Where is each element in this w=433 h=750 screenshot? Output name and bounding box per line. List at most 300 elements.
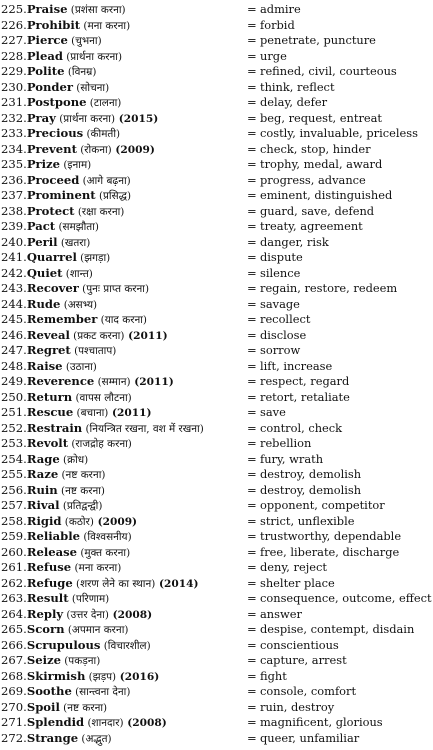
vocab-row — [0, 591, 433, 607]
vocab-row — [0, 452, 433, 468]
entry-word: Pierce — [26, 33, 68, 47]
vocab-row — [0, 421, 433, 437]
entry-synonyms: urge — [260, 48, 287, 63]
vocab-row — [0, 266, 433, 282]
entry-hindi-meaning: (पुनः प्राप्त करना) — [78, 283, 150, 295]
vocab-term — [1, 49, 245, 66]
vocab-term — [1, 235, 245, 252]
entry-number: 237. — [1, 188, 27, 202]
vocab-term — [1, 715, 245, 732]
vocab-term — [1, 607, 245, 624]
vocab-row — [0, 405, 433, 421]
vocab-term — [1, 359, 245, 376]
entry-hindi-meaning: (याद करना) — [97, 314, 147, 326]
entry-word: Rescue — [26, 405, 74, 419]
entry-number: 253. — [1, 436, 27, 450]
entry-hindi-meaning: (रोकना) — [76, 143, 112, 156]
entry-exam-year: (2011) — [124, 329, 168, 342]
entry-number: 226. — [1, 17, 27, 32]
entry-synonyms: fury, wrath — [260, 451, 324, 466]
entry-synonyms: penetrate, puncture — [260, 33, 376, 47]
entry-hindi-meaning: (प्रार्थना करना) — [62, 50, 123, 63]
entry-word: Rival — [26, 498, 60, 512]
vocab-term — [1, 653, 245, 670]
vocab-term — [1, 498, 245, 515]
vocab-row — [0, 80, 433, 96]
entry-word: Remember — [26, 312, 98, 326]
entry-synonyms: savage — [260, 296, 300, 311]
vocab-row — [0, 18, 433, 34]
entry-word: Scorn — [26, 622, 65, 636]
equals-sign: = — [247, 715, 257, 729]
entry-number: 238. — [1, 203, 27, 218]
equals-sign: = — [247, 188, 257, 202]
equals-sign: = — [247, 343, 257, 357]
entry-hindi-meaning: (प्रार्थना करना) — [55, 112, 116, 125]
entry-word: Ponder — [26, 79, 73, 94]
vocab-term — [1, 2, 245, 19]
entry-synonyms: strict, unflexible — [260, 513, 355, 528]
entry-number: 249. — [1, 374, 27, 388]
vocab-row — [0, 126, 433, 142]
entry-word: Release — [26, 544, 78, 559]
entry-number: 242. — [1, 265, 27, 280]
entry-word: Reply — [26, 606, 64, 621]
equals-sign: = — [247, 157, 257, 171]
equals-sign: = — [247, 265, 257, 280]
entry-hindi-meaning: (कठोर) — [61, 515, 94, 528]
entry-hindi-meaning: (परिणाम) — [68, 593, 110, 605]
entry-synonyms: disclose — [260, 327, 307, 342]
equals-sign: = — [247, 79, 257, 94]
vocab-term — [1, 266, 245, 283]
entry-synonyms: costly, invaluable, priceless — [260, 126, 418, 140]
entry-word: Strange — [26, 730, 79, 745]
vocab-term — [1, 436, 245, 453]
equals-sign: = — [247, 668, 257, 683]
vocab-row — [0, 328, 433, 344]
entry-hindi-meaning: (मना करना) — [80, 19, 131, 32]
equals-sign: = — [247, 405, 257, 419]
entry-number: 256. — [1, 482, 27, 497]
entry-hindi-meaning: (अद्भुत) — [78, 732, 112, 745]
equals-sign: = — [247, 684, 257, 698]
vocab-row — [0, 514, 433, 530]
entry-word: Peril — [26, 234, 58, 249]
entry-number: 263. — [1, 591, 27, 605]
entry-synonyms: shelter place — [260, 575, 335, 590]
vocab-row — [0, 188, 433, 204]
equals-sign: = — [247, 203, 257, 218]
entry-hindi-meaning: (मुक्त करना) — [77, 546, 131, 559]
entry-hindi-meaning: (विचारशील) — [100, 639, 151, 652]
entry-synonyms: consequence, outcome, effect — [260, 591, 432, 605]
vocab-row — [0, 2, 433, 18]
entry-number: 240. — [1, 234, 27, 249]
vocab-row — [0, 483, 433, 499]
entry-hindi-meaning: (शरण लेने का स्थान) — [72, 577, 156, 590]
entry-number: 232. — [1, 110, 27, 125]
entry-number: 231. — [1, 95, 27, 109]
vocab-row — [0, 49, 433, 65]
vocab-row — [0, 111, 433, 127]
equals-sign: = — [247, 64, 257, 78]
entry-hindi-meaning: (शान्त) — [62, 267, 93, 280]
vocab-term — [1, 638, 245, 655]
entry-number: 260. — [1, 544, 27, 559]
entry-hindi-meaning: (उठाना) — [62, 360, 97, 373]
equals-sign: = — [247, 467, 257, 481]
vocab-row — [0, 529, 433, 545]
entry-hindi-meaning: (मना करना) — [71, 562, 122, 574]
entry-word: Result — [26, 591, 69, 605]
entry-synonyms: trustworthy, dependable — [260, 529, 402, 543]
vocab-term — [1, 514, 245, 531]
entry-hindi-meaning: (अपमान करना) — [64, 624, 129, 636]
vocab-term — [1, 281, 245, 298]
entry-word: Postpone — [26, 95, 87, 109]
vocab-term — [1, 452, 245, 469]
entry-synonyms: magnificent, glorious — [260, 715, 383, 729]
entry-hindi-meaning: (खतरा) — [57, 236, 91, 249]
entry-number: 236. — [1, 172, 27, 187]
vocab-term — [1, 18, 245, 35]
entry-number: 257. — [1, 498, 27, 512]
entry-synonyms: think, reflect — [260, 79, 335, 94]
vocab-term — [1, 700, 245, 717]
vocab-term — [1, 483, 245, 500]
equals-sign: = — [247, 513, 257, 528]
entry-word: Reverence — [26, 374, 95, 388]
vocab-row — [0, 343, 433, 359]
entry-synonyms: eminent, distinguished — [260, 188, 393, 202]
entry-synonyms: trophy, medal, award — [260, 157, 383, 171]
entry-word: Polite — [26, 64, 65, 78]
entry-word: Refuge — [26, 575, 73, 590]
entry-number: 271. — [1, 715, 27, 729]
vocab-row — [0, 157, 433, 173]
entry-number: 230. — [1, 79, 27, 94]
vocab-row — [0, 436, 433, 452]
entry-number: 243. — [1, 281, 27, 295]
entry-synonyms: refined, civil, courteous — [260, 64, 397, 78]
equals-sign: = — [247, 358, 257, 373]
equals-sign: = — [247, 622, 257, 636]
entry-number: 247. — [1, 343, 27, 357]
entry-synonyms: respect, regard — [260, 374, 350, 388]
vocab-term — [1, 250, 245, 267]
equals-sign: = — [247, 451, 257, 466]
entry-word: Plead — [26, 48, 63, 63]
vocab-term — [1, 188, 245, 205]
equals-sign: = — [247, 312, 257, 326]
vocab-row — [0, 312, 433, 328]
entry-synonyms: forbid — [260, 17, 295, 32]
entry-word: Return — [26, 389, 73, 404]
vocab-term — [1, 591, 245, 608]
entry-hindi-meaning: (सान्त्वना देना) — [71, 686, 131, 698]
entry-word: Recover — [26, 281, 79, 295]
entry-synonyms: answer — [260, 606, 302, 621]
entry-synonyms: retort, retaliate — [260, 389, 350, 404]
entry-synonyms: deny, reject — [260, 560, 327, 574]
entry-word: Regret — [26, 343, 71, 357]
entry-hindi-meaning: (विनम्र) — [64, 66, 97, 78]
equals-sign: = — [247, 281, 257, 295]
vocab-term — [1, 421, 245, 438]
equals-sign: = — [247, 250, 257, 264]
vocab-row — [0, 498, 433, 514]
entry-number: 239. — [1, 219, 27, 233]
entry-number: 252. — [1, 420, 27, 435]
entry-word: Restrain — [26, 420, 83, 435]
vocab-term — [1, 560, 245, 577]
entry-synonyms: despise, contempt, disdain — [260, 622, 415, 636]
vocab-term — [1, 405, 245, 422]
vocab-term — [1, 343, 245, 360]
entry-number: 268. — [1, 668, 27, 683]
entry-number: 244. — [1, 296, 27, 311]
vocab-row — [0, 576, 433, 592]
equals-sign: = — [247, 234, 257, 249]
vocab-term — [1, 684, 245, 701]
vocab-row — [0, 235, 433, 251]
vocab-row — [0, 715, 433, 731]
entry-synonyms: ruin, destroy — [260, 699, 335, 714]
entry-exam-year: (2014) — [155, 577, 199, 590]
entry-synonyms: check, stop, hinder — [260, 141, 371, 156]
entry-word: Raze — [26, 467, 59, 481]
entry-hindi-meaning: (टालना) — [86, 97, 122, 109]
vocab-row — [0, 95, 433, 111]
vocab-row — [0, 64, 433, 80]
entry-number: 265. — [1, 622, 27, 636]
equals-sign: = — [247, 591, 257, 605]
equals-sign: = — [247, 389, 257, 404]
vocab-term — [1, 142, 245, 159]
vocab-row — [0, 669, 433, 685]
equals-sign: = — [247, 374, 257, 388]
entry-number: 228. — [1, 48, 27, 63]
entry-hindi-meaning: (शानदार) — [84, 717, 124, 729]
entry-synonyms: guard, save, defend — [260, 203, 375, 218]
entry-hindi-meaning: (इनाम) — [60, 159, 92, 171]
entry-synonyms: delay, defer — [260, 95, 328, 109]
equals-sign: = — [247, 544, 257, 559]
entry-synonyms: regain, restore, redeem — [260, 281, 398, 295]
entry-hindi-meaning: (उत्तर देना) — [63, 608, 109, 621]
entry-word: Revolt — [26, 436, 69, 450]
entry-synonyms: progress, advance — [260, 172, 366, 187]
entry-synonyms: opponent, competitor — [260, 498, 385, 512]
entry-synonyms: destroy, demolish — [260, 467, 362, 481]
vocab-term — [1, 64, 245, 81]
equals-sign: = — [247, 420, 257, 435]
entry-synonyms: sorrow — [260, 343, 301, 357]
entry-hindi-meaning: (सोचना) — [73, 81, 110, 94]
equals-sign: = — [247, 17, 257, 32]
entry-exam-year: (2009) — [93, 515, 138, 528]
entry-number: 264. — [1, 606, 27, 621]
entry-word: Rude — [26, 296, 61, 311]
vocab-row — [0, 560, 433, 576]
vocab-term — [1, 111, 245, 128]
entry-word: Reveal — [26, 327, 70, 342]
entry-word: Rigid — [26, 513, 62, 528]
equals-sign: = — [247, 95, 257, 109]
vocab-row — [0, 638, 433, 654]
vocab-term — [1, 95, 245, 112]
entry-hindi-meaning: (समझौता) — [55, 221, 99, 233]
entry-word: Prohibit — [26, 17, 81, 32]
vocab-row — [0, 33, 433, 49]
entry-synonyms: treaty, agreement — [260, 219, 363, 233]
entry-number: 235. — [1, 157, 27, 171]
entry-hindi-meaning: (नष्ट करना) — [59, 701, 108, 714]
entry-word: Scrupulous — [26, 637, 101, 652]
equals-sign: = — [247, 172, 257, 187]
equals-sign: = — [247, 575, 257, 590]
entry-word: Quarrel — [26, 250, 77, 264]
entry-word: Reliable — [26, 529, 81, 543]
vocab-term — [1, 33, 245, 50]
equals-sign: = — [247, 606, 257, 621]
entry-word: Prize — [26, 157, 61, 171]
entry-exam-year: (2011) — [130, 376, 174, 388]
equals-sign: = — [247, 637, 257, 652]
vocab-row — [0, 390, 433, 406]
equals-sign: = — [247, 560, 257, 574]
vocab-term — [1, 390, 245, 407]
entry-number: 225. — [1, 2, 27, 16]
entry-hindi-meaning: (कीमती) — [83, 128, 121, 140]
equals-sign: = — [247, 126, 257, 140]
entry-synonyms: console, comfort — [260, 684, 357, 698]
entry-exam-year: (2008) — [123, 717, 167, 729]
entry-synonyms: free, liberate, discharge — [260, 544, 400, 559]
entry-word: Prominent — [26, 188, 96, 202]
entry-word: Quiet — [26, 265, 63, 280]
vocab-term — [1, 297, 245, 314]
vocab-term — [1, 126, 245, 143]
entry-exam-year: (2008) — [108, 608, 153, 621]
entry-number: 246. — [1, 327, 27, 342]
equals-sign: = — [247, 699, 257, 714]
vocab-row — [0, 684, 433, 700]
entry-exam-year: (2016) — [116, 670, 160, 683]
entry-word: Ruin — [26, 482, 58, 497]
vocab-term — [1, 374, 245, 391]
vocab-term — [1, 576, 245, 593]
vocab-row — [0, 250, 433, 266]
vocab-row — [0, 622, 433, 638]
entry-hindi-meaning: (आगे बढ़ना) — [79, 174, 131, 187]
equals-sign: = — [247, 730, 257, 745]
vocab-term — [1, 529, 245, 546]
vocab-term — [1, 731, 245, 748]
entry-hindi-meaning: (असभ्य) — [60, 298, 98, 311]
entry-hindi-meaning: (प्रतिद्वन्द्वी) — [59, 500, 103, 512]
entry-hindi-meaning: (झड़प) — [85, 670, 117, 683]
entry-hindi-meaning: (राजद्रोह करना) — [68, 438, 132, 450]
equals-sign: = — [247, 219, 257, 233]
vocab-row — [0, 281, 433, 297]
entry-word: Protect — [26, 203, 75, 218]
entry-synonyms: conscientious — [260, 637, 339, 652]
vocab-row — [0, 374, 433, 390]
entry-exam-year: (2009) — [111, 143, 155, 156]
entry-word: Splendid — [26, 715, 85, 729]
equals-sign: = — [247, 482, 257, 497]
entry-number: 250. — [1, 389, 27, 404]
equals-sign: = — [247, 296, 257, 311]
entry-word: Soothe — [26, 684, 72, 698]
entry-synonyms: capture, arrest — [260, 653, 347, 667]
vocab-term — [1, 622, 245, 639]
entry-word: Pray — [26, 110, 56, 125]
vocab-row — [0, 142, 433, 158]
equals-sign: = — [247, 436, 257, 450]
entry-number: 270. — [1, 699, 27, 714]
vocab-term — [1, 312, 245, 329]
equals-sign: = — [247, 653, 257, 667]
entry-synonyms: queer, unfamiliar — [260, 730, 360, 745]
entry-hindi-meaning: (प्रकट करना) — [69, 329, 125, 342]
entry-number: 248. — [1, 358, 27, 373]
entry-word: Praise — [26, 2, 68, 16]
vocab-row — [0, 653, 433, 669]
entry-synonyms: save — [260, 405, 286, 419]
entry-hindi-meaning: (विश्वसनीय) — [80, 531, 132, 543]
vocab-term — [1, 204, 245, 221]
entry-number: 229. — [1, 64, 27, 78]
entry-synonyms: admire — [260, 2, 301, 16]
entry-number: 254. — [1, 451, 27, 466]
vocab-row — [0, 700, 433, 716]
entry-number: 258. — [1, 513, 27, 528]
vocab-term — [1, 467, 245, 484]
equals-sign: = — [247, 110, 257, 125]
entry-hindi-meaning: (नियन्त्रित रखना, वश में रखना) — [82, 422, 204, 435]
vocab-row — [0, 607, 433, 623]
vocab-term — [1, 328, 245, 345]
vocab-row — [0, 297, 433, 313]
entry-hindi-meaning: (प्रसिद्ध) — [95, 190, 131, 202]
entry-hindi-meaning: (पकड़ना) — [60, 655, 101, 667]
equals-sign: = — [247, 529, 257, 543]
entry-word: Spoil — [26, 699, 60, 714]
entry-number: 266. — [1, 637, 27, 652]
entry-number: 272. — [1, 730, 27, 745]
entry-synonyms: lift, increase — [260, 358, 333, 373]
entry-synonyms: beg, request, entreat — [260, 110, 382, 125]
entry-word: Raise — [26, 358, 63, 373]
entry-hindi-meaning: (क्रोध) — [59, 453, 89, 466]
entry-number: 234. — [1, 141, 27, 156]
vocab-term — [1, 545, 245, 562]
entry-number: 267. — [1, 653, 27, 667]
entry-number: 269. — [1, 684, 27, 698]
entry-hindi-meaning: (चुभना) — [67, 35, 102, 47]
entry-hindi-meaning: (झगड़ा) — [76, 252, 111, 264]
equals-sign: = — [247, 327, 257, 342]
entry-number: 245. — [1, 312, 27, 326]
entry-word: Rage — [26, 451, 60, 466]
entry-synonyms: rebellion — [260, 436, 312, 450]
entry-word: Refuse — [26, 560, 72, 574]
equals-sign: = — [247, 141, 257, 156]
entry-hindi-meaning: (नष्ट करना) — [58, 469, 106, 481]
